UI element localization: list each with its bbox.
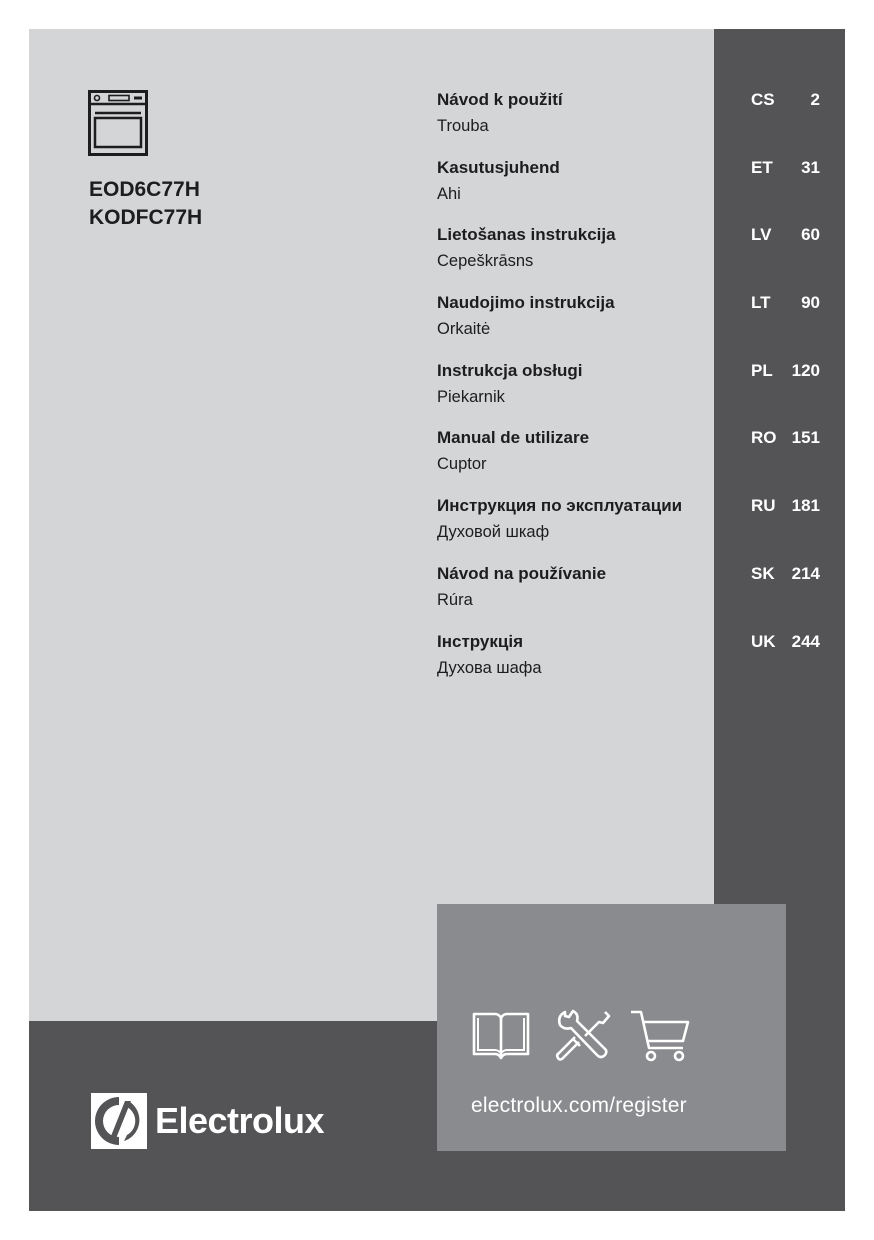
language-entry-uk[interactable] xyxy=(437,632,737,678)
model-number-2: KODFC77H xyxy=(89,206,203,229)
language-code: LV xyxy=(751,225,772,244)
page-number[interactable]: 214 xyxy=(791,564,820,583)
language-title: Naudojimo instrukcija xyxy=(437,293,615,312)
language-subtitle: Orkaitė xyxy=(437,320,491,338)
register-box[interactable] xyxy=(437,904,786,1151)
language-title: Инструкция по эксплуатации xyxy=(437,496,683,515)
language-code: RU xyxy=(751,496,776,515)
language-entry-sk[interactable] xyxy=(437,564,737,610)
language-subtitle: Ahi xyxy=(437,185,461,203)
language-code: UK xyxy=(751,632,776,651)
language-subtitle: Cepeškrāsns xyxy=(437,252,534,270)
language-entry-lv[interactable] xyxy=(437,225,737,271)
language-subtitle: Trouba xyxy=(437,117,489,135)
language-entry-cs[interactable] xyxy=(437,90,737,136)
language-entry-ru[interactable] xyxy=(437,496,737,542)
language-code: SK xyxy=(751,564,775,583)
language-title: Kasutusjuhend xyxy=(437,158,560,177)
language-title: Інструкція xyxy=(437,632,523,651)
language-code: ET xyxy=(751,158,773,177)
page-number[interactable]: 31 xyxy=(801,158,820,177)
brand-name: Electrolux xyxy=(155,1100,325,1141)
language-title: Návod k použití xyxy=(437,90,563,109)
language-title: Lietošanas instrukcija xyxy=(437,225,616,244)
page-number[interactable]: 60 xyxy=(801,225,820,244)
language-entry-et[interactable] xyxy=(437,158,737,204)
language-title: Návod na používanie xyxy=(437,564,607,583)
register-url[interactable]: electrolux.com/register xyxy=(471,1094,687,1117)
model-number-1: EOD6C77H xyxy=(89,178,200,201)
page-number[interactable]: 2 xyxy=(810,90,820,109)
oven-icon xyxy=(88,90,148,156)
language-code: PL xyxy=(751,361,773,380)
book-icon xyxy=(471,1008,531,1062)
language-title: Instrukcja obsługi xyxy=(437,361,583,380)
language-entry-ro[interactable] xyxy=(437,428,737,474)
page-number[interactable]: 151 xyxy=(791,428,820,447)
cart-icon xyxy=(629,1008,691,1064)
page-number[interactable]: 90 xyxy=(801,293,820,312)
language-code: CS xyxy=(751,90,775,109)
language-title: Manual de utilizare xyxy=(437,428,590,447)
language-code: RO xyxy=(751,428,777,447)
language-code: LT xyxy=(751,293,771,312)
language-subtitle: Piekarnik xyxy=(437,388,505,406)
language-entry-pl[interactable] xyxy=(437,361,737,407)
page-number[interactable]: 181 xyxy=(791,496,820,515)
page-number[interactable]: 120 xyxy=(791,361,820,380)
language-subtitle: Духовой шкаф xyxy=(437,523,550,541)
language-subtitle: Cuptor xyxy=(437,455,487,473)
tools-icon xyxy=(555,1008,611,1064)
electrolux-logo-icon xyxy=(91,1093,147,1149)
page-number[interactable]: 244 xyxy=(791,632,820,651)
language-subtitle: Rúra xyxy=(437,591,473,609)
language-subtitle: Духова шафа xyxy=(437,659,542,677)
language-entry-lt[interactable] xyxy=(437,293,737,339)
